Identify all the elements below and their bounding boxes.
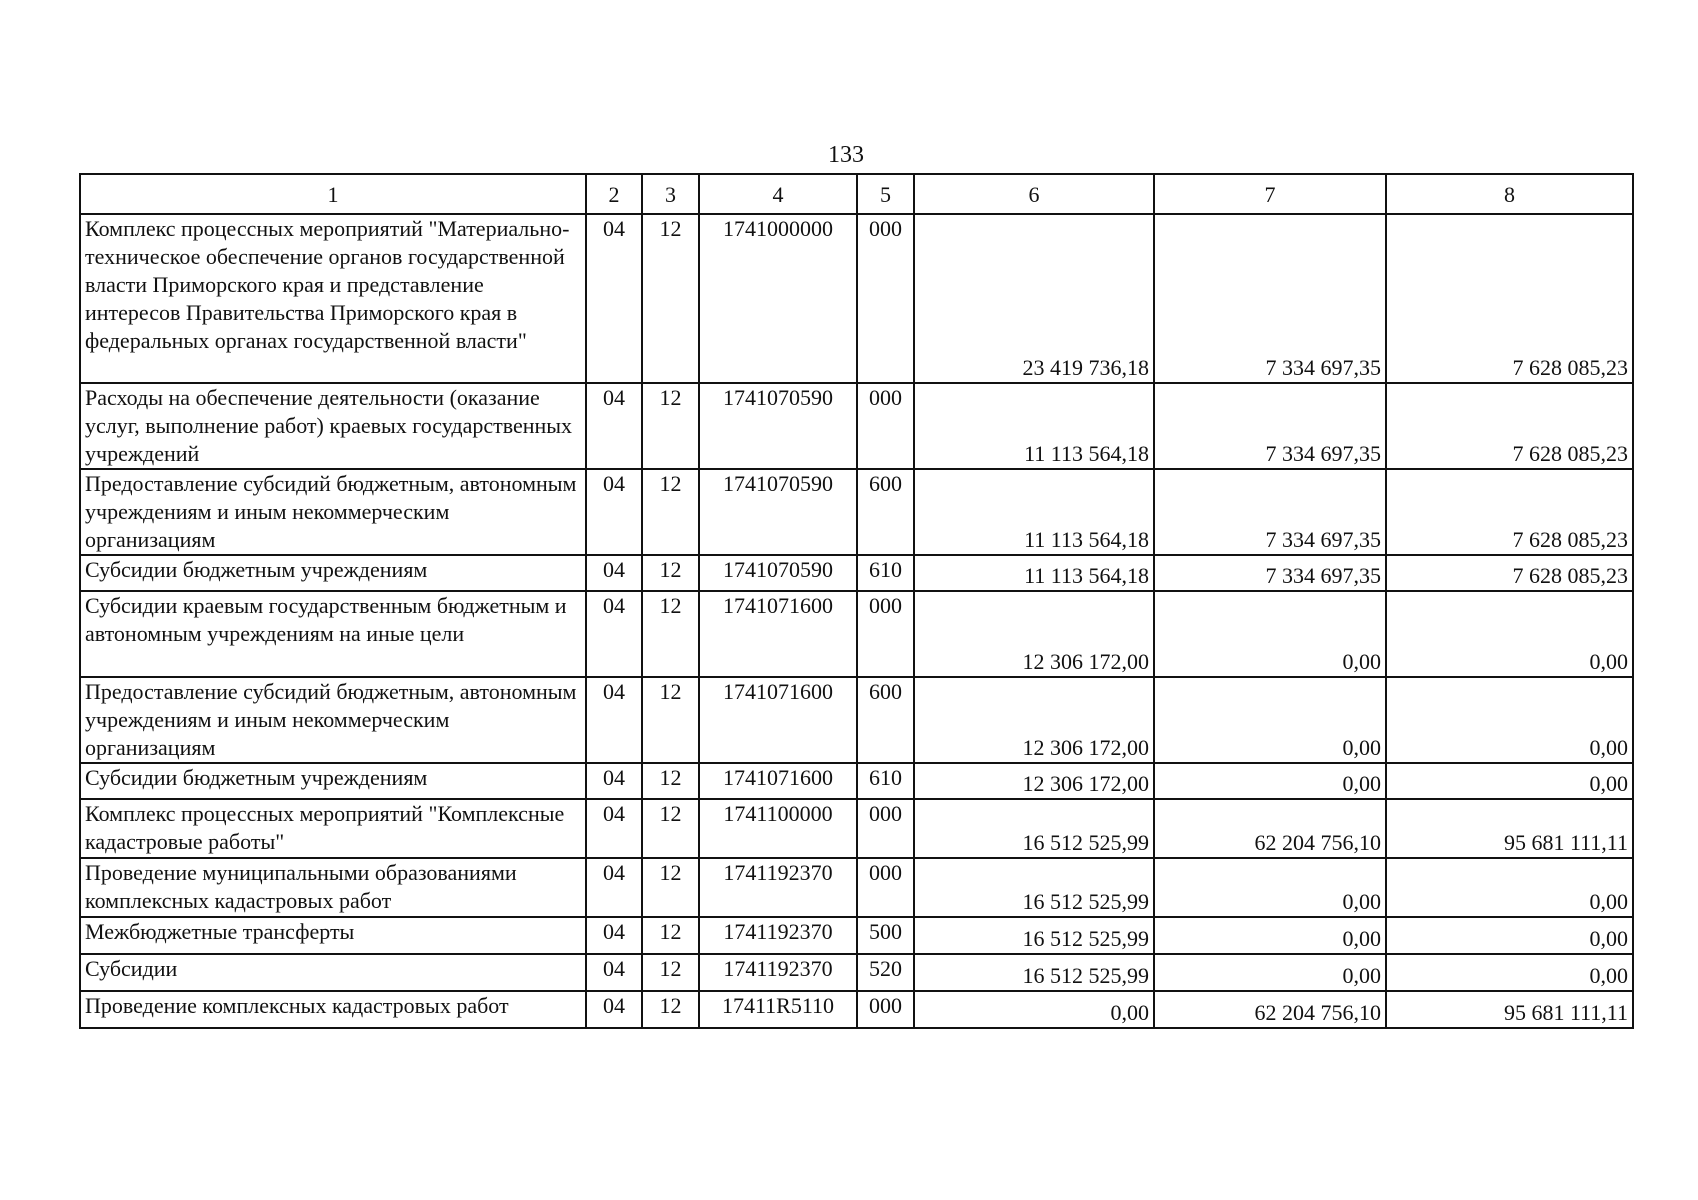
row-code-5: 520	[857, 954, 914, 991]
row-code-5: 610	[857, 763, 914, 799]
row-code-4: 1741192370	[699, 954, 857, 991]
row-code-2: 04	[586, 858, 642, 917]
row-code-4: 1741071600	[699, 591, 857, 677]
row-name: Комплекс процессных мероприятий "Материально-техническое обеспечение органов государственной власти Приморского края и представление интересов Правительства Приморского края в федеральных органах государственной власти"	[80, 214, 586, 383]
row-amount-7: 7 334 697,35	[1154, 555, 1386, 591]
row-amount-8: 0,00	[1386, 858, 1633, 917]
row-code-4: 1741070590	[699, 555, 857, 591]
table-row	[80, 383, 1633, 469]
row-amount-6: 16 512 525,99	[914, 799, 1154, 858]
row-amount-6: 12 306 172,00	[914, 763, 1154, 799]
row-amount-6: 11 113 564,18	[914, 469, 1154, 555]
row-code-2: 04	[586, 799, 642, 858]
row-code-3: 12	[642, 469, 699, 555]
table-row	[80, 763, 1633, 799]
row-amount-7: 62 204 756,10	[1154, 991, 1386, 1028]
row-code-2: 04	[586, 214, 642, 383]
row-amount-6: 23 419 736,18	[914, 214, 1154, 383]
row-name: Проведение муниципальными образованиями комплексных кадастровых работ	[80, 858, 586, 917]
row-amount-8: 7 628 085,23	[1386, 214, 1633, 383]
col-header-7: 7	[1154, 174, 1386, 214]
row-code-3: 12	[642, 555, 699, 591]
row-code-3: 12	[642, 917, 699, 954]
row-code-5: 000	[857, 591, 914, 677]
table-row	[80, 858, 1633, 917]
row-code-5: 000	[857, 991, 914, 1028]
row-amount-8: 7 628 085,23	[1386, 383, 1633, 469]
row-code-2: 04	[586, 591, 642, 677]
budget-table	[79, 173, 1634, 1029]
row-code-5: 000	[857, 858, 914, 917]
col-header-1: 1	[80, 174, 586, 214]
row-name: Межбюджетные трансферты	[80, 917, 586, 954]
row-code-4: 1741192370	[699, 917, 857, 954]
row-code-2: 04	[586, 469, 642, 555]
row-amount-8: 7 628 085,23	[1386, 469, 1633, 555]
table-body	[80, 214, 1633, 1028]
col-header-2: 2	[586, 174, 642, 214]
row-code-2: 04	[586, 991, 642, 1028]
row-code-2: 04	[586, 763, 642, 799]
row-name: Предоставление субсидий бюджетным, автономным учреждениям и иным некоммерческим организациям	[80, 677, 586, 763]
col-header-6: 6	[914, 174, 1154, 214]
row-amount-7: 0,00	[1154, 954, 1386, 991]
row-amount-7: 7 334 697,35	[1154, 214, 1386, 383]
row-amount-6: 16 512 525,99	[914, 917, 1154, 954]
row-amount-6: 11 113 564,18	[914, 555, 1154, 591]
row-code-2: 04	[586, 917, 642, 954]
row-code-3: 12	[642, 677, 699, 763]
row-code-4: 1741192370	[699, 858, 857, 917]
table-row	[80, 677, 1633, 763]
row-amount-8: 0,00	[1386, 917, 1633, 954]
row-code-4: 1741100000	[699, 799, 857, 858]
row-code-4: 1741071600	[699, 677, 857, 763]
row-amount-7: 0,00	[1154, 591, 1386, 677]
row-name: Субсидии	[80, 954, 586, 991]
row-code-3: 12	[642, 214, 699, 383]
row-code-5: 000	[857, 799, 914, 858]
col-header-3: 3	[642, 174, 699, 214]
row-name: Субсидии бюджетным учреждениям	[80, 555, 586, 591]
row-amount-7: 0,00	[1154, 677, 1386, 763]
col-header-5: 5	[857, 174, 914, 214]
col-header-4: 4	[699, 174, 857, 214]
row-code-4: 1741071600	[699, 763, 857, 799]
row-amount-8: 0,00	[1386, 954, 1633, 991]
table-row	[80, 954, 1633, 991]
row-code-3: 12	[642, 383, 699, 469]
row-amount-6: 11 113 564,18	[914, 383, 1154, 469]
row-code-3: 12	[642, 799, 699, 858]
row-code-5: 500	[857, 917, 914, 954]
table-row	[80, 591, 1633, 677]
row-code-5: 000	[857, 383, 914, 469]
header-row	[80, 174, 1633, 214]
row-name: Расходы на обеспечение деятельности (оказание услуг, выполнение работ) краевых государственных учреждений	[80, 383, 586, 469]
page-number: 133	[828, 142, 864, 168]
row-amount-8: 0,00	[1386, 591, 1633, 677]
row-name: Субсидии бюджетным учреждениям	[80, 763, 586, 799]
row-code-3: 12	[642, 591, 699, 677]
row-name: Субсидии краевым государственным бюджетным и автономным учреждениям на иные цели	[80, 591, 586, 677]
row-code-2: 04	[586, 677, 642, 763]
table-row	[80, 555, 1633, 591]
row-code-2: 04	[586, 383, 642, 469]
row-amount-8: 0,00	[1386, 763, 1633, 799]
row-code-4: 17411R5110	[699, 991, 857, 1028]
row-code-5: 000	[857, 214, 914, 383]
row-amount-6: 12 306 172,00	[914, 591, 1154, 677]
table-row	[80, 799, 1633, 858]
row-amount-6: 0,00	[914, 991, 1154, 1028]
row-amount-8: 7 628 085,23	[1386, 555, 1633, 591]
row-name: Проведение комплексных кадастровых работ	[80, 991, 586, 1028]
col-header-8: 8	[1386, 174, 1633, 214]
row-code-3: 12	[642, 858, 699, 917]
row-code-2: 04	[586, 954, 642, 991]
row-code-4: 1741000000	[699, 214, 857, 383]
row-code-5: 600	[857, 677, 914, 763]
row-amount-6: 12 306 172,00	[914, 677, 1154, 763]
row-amount-7: 0,00	[1154, 858, 1386, 917]
row-name: Комплекс процессных мероприятий "Комплексные кадастровые работы"	[80, 799, 586, 858]
row-code-2: 04	[586, 555, 642, 591]
row-name: Предоставление субсидий бюджетным, автономным учреждениям и иным некоммерческим организациям	[80, 469, 586, 555]
row-code-3: 12	[642, 991, 699, 1028]
table-row	[80, 917, 1633, 954]
row-amount-8: 95 681 111,11	[1386, 991, 1633, 1028]
row-code-3: 12	[642, 763, 699, 799]
table-row	[80, 469, 1633, 555]
row-code-4: 1741070590	[699, 469, 857, 555]
row-amount-7: 0,00	[1154, 763, 1386, 799]
table-row	[80, 991, 1633, 1028]
row-code-5: 600	[857, 469, 914, 555]
row-amount-7: 62 204 756,10	[1154, 799, 1386, 858]
row-amount-7: 0,00	[1154, 917, 1386, 954]
row-amount-7: 7 334 697,35	[1154, 469, 1386, 555]
row-amount-6: 16 512 525,99	[914, 858, 1154, 917]
row-amount-8: 0,00	[1386, 677, 1633, 763]
row-code-3: 12	[642, 954, 699, 991]
table-row	[80, 214, 1633, 383]
row-amount-6: 16 512 525,99	[914, 954, 1154, 991]
row-code-4: 1741070590	[699, 383, 857, 469]
row-code-5: 610	[857, 555, 914, 591]
row-amount-7: 7 334 697,35	[1154, 383, 1386, 469]
row-amount-8: 95 681 111,11	[1386, 799, 1633, 858]
